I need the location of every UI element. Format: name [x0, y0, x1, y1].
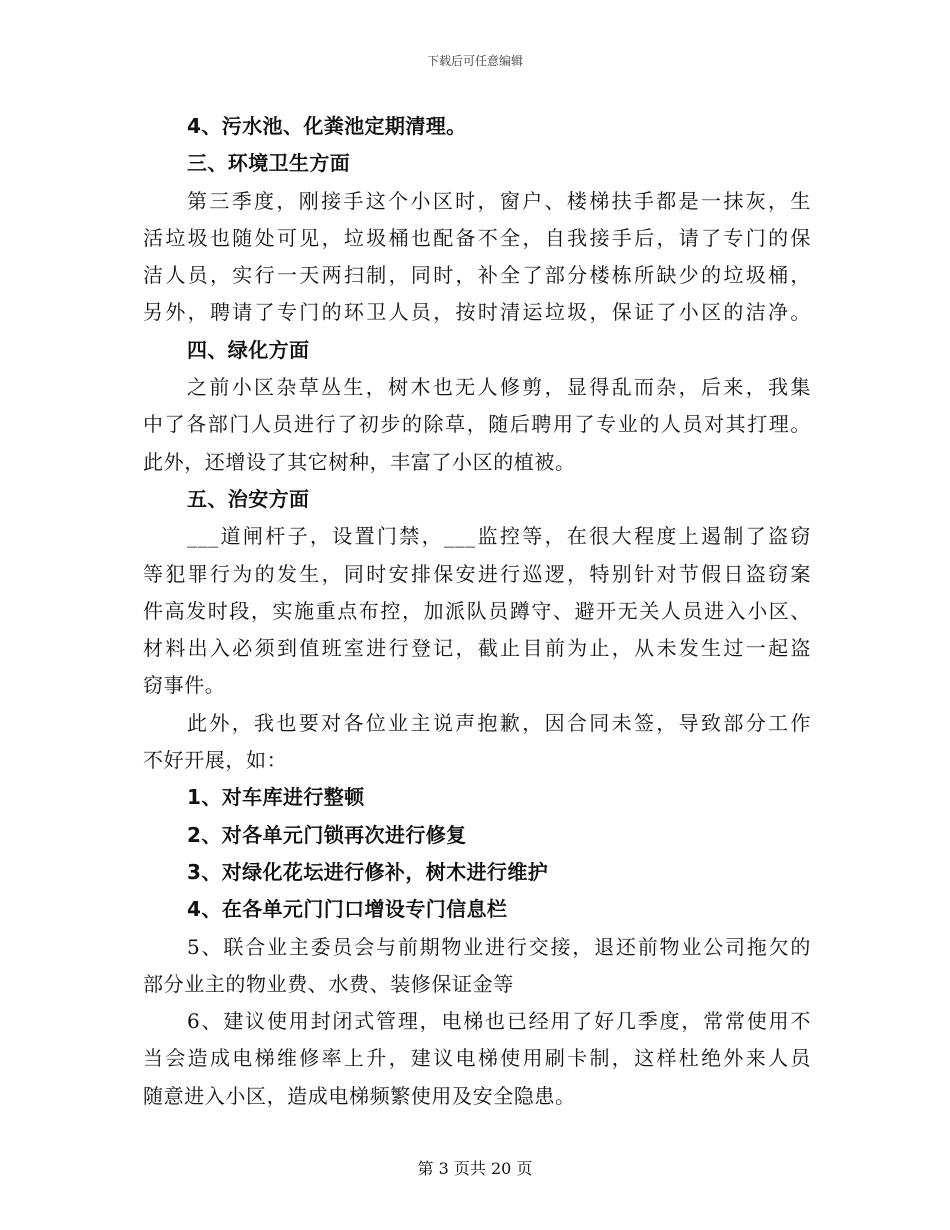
paragraph-line: 此外，我也要对各位业主说声抱歉，因合同未签，导致部分工作: [187, 710, 811, 735]
paragraph-line: 当会造成电梯维修率上升，建议电梯使用刷卡制，这样杜绝外来人员: [143, 1046, 811, 1071]
paragraph-line: 6、建议使用封闭式管理，电梯也已经用了好几季度，常常使用不: [187, 1009, 811, 1034]
section-heading-line: 四、绿化方面: [187, 337, 310, 362]
paragraph-line: ___道闸杆子，设置门禁，___监控等，在很大程度上遏制了盗窃: [187, 524, 811, 549]
paragraph-line: 部分业主的物业费、水费、装修保证金等: [143, 971, 514, 996]
section-heading-line: 4、污水池、化粪池定期清理。: [187, 114, 467, 138]
paragraph-line: 窃事件。: [143, 673, 226, 698]
paragraph-line: 件高发时段，实施重点布控，加派队员蹲守、避开无关人员进入小区、: [143, 598, 811, 623]
section-heading-line: 4、在各单元门门口增设专门信息栏: [187, 897, 508, 922]
page-footer: 第 3 页共 20 页: [417, 1159, 533, 1178]
section-heading-line: 1、对车库进行整顿: [187, 785, 365, 810]
page-header: 下载后可任意编辑: [426, 54, 523, 68]
paragraph-line: 随意进入小区，造成电梯频繁使用及安全隐患。: [143, 1083, 576, 1108]
paragraph-line: 中了各部门人员进行了初步的除草，随后聘用了专业的人员对其打理。: [143, 412, 811, 437]
section-heading-line: 五、治安方面: [187, 486, 310, 511]
paragraph-line: 洁人员，实行一天两扫制，同时，补全了部分楼栋所缺少的垃圾桶，: [143, 263, 811, 288]
document-body: [143, 108, 811, 1115]
section-heading-line: 2、对各单元门锁再次进行修复: [187, 822, 467, 847]
section-heading-line: 三、环境卫生方面: [187, 151, 351, 176]
paragraph-line: 材料出入必须到值班室进行登记，截止目前为止，从未发生过一起盗: [143, 636, 811, 661]
paragraph-line: 5、联合业主委员会与前期物业进行交接，退还前物业公司拖欠的: [187, 934, 811, 959]
paragraph-line: 此外，还增设了其它树种，丰富了小区的植被。: [143, 449, 576, 474]
paragraph-line: 另外，聘请了专门的环卫人员，按时清运垃圾，保证了小区的洁净。: [143, 300, 811, 325]
paragraph-line: 活垃圾也随处可见，垃圾桶也配备不全，自我接手后，请了专门的保: [143, 225, 811, 250]
section-heading-line: 3、对绿化花坛进行修补，树木进行维护: [187, 859, 549, 884]
paragraph-line: 不好开展，如：: [143, 748, 288, 773]
paragraph-line: 等犯罪行为的发生，同时安排保安进行巡逻，特别针对节假日盗窃案: [143, 561, 811, 586]
paragraph-line: 第三季度，刚接手这个小区时，窗户、楼梯扶手都是一抹灰，生: [187, 188, 811, 213]
paragraph-line: 之前小区杂草丛生，树木也无人修剪，显得乱而杂，后来，我集: [187, 375, 811, 400]
